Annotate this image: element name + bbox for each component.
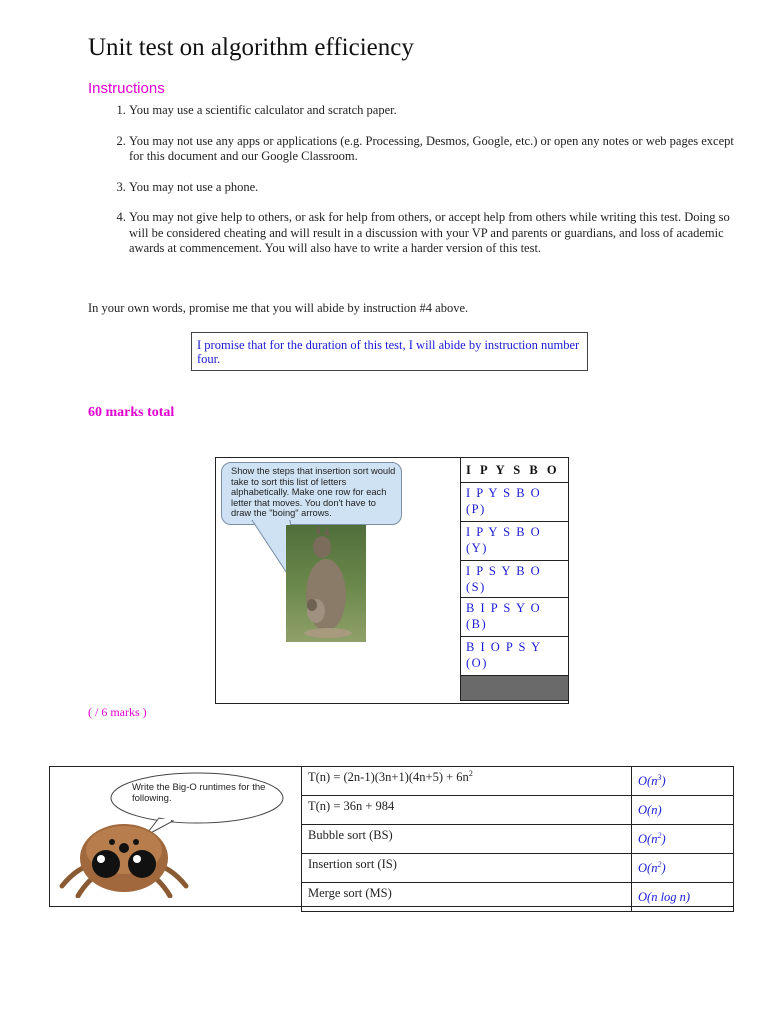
big-o-answer[interactable]: O(n) (632, 796, 734, 825)
instruction-item: 3. You may not use a phone. (129, 180, 749, 196)
insertion-sort-steps-table (460, 457, 569, 701)
instruction-item: 1. You may use a scientific calculator and scratch paper. (129, 103, 749, 119)
promise-answer-box[interactable]: I promise that for the duration of this test, I will abide by instruction number four. (191, 332, 588, 371)
page-title: Unit test on algorithm efficiency (88, 34, 414, 61)
step-row[interactable]: I P Y S B O (Y) (461, 522, 569, 561)
big-o-answer[interactable]: O(n log n) (632, 883, 734, 912)
big-o-table (301, 766, 734, 912)
instruction-item: 4. You may not give help to others, or ask for help from others, or accept help from others while writing this test. Doing so will be considered cheating and will result in a discussion with your VP and parents or guardians, and loss of academic awards at commencement. You will also have to write a harder version of this test. (129, 210, 749, 257)
step-row[interactable]: I P Y S B O (P) (461, 483, 569, 522)
instructions-heading: Instructions (88, 80, 165, 97)
big-o-question: $T(n) = (2n-1)(3n+1)(4n+5) + 6n^2$ (302, 767, 632, 796)
big-o-answer[interactable]: $O(n^2)$ (632, 854, 734, 883)
big-o-question: Merge sort (MS) (302, 883, 632, 912)
step-row[interactable]: B I O P S Y (O) (461, 637, 569, 676)
big-o-question: T(n) = 36n + 984 (302, 796, 632, 825)
steps-header: I P Y S B O (461, 458, 569, 483)
speech-bubble-text: Write the Big-O runtimes for the following. (132, 782, 266, 804)
big-o-answer[interactable]: $O(n^3)$ (632, 767, 734, 796)
speech-bubble: Show the steps that insertion sort would take to sort this list of letters alphabetically. Make one row for each letter that moves. You don't have to draw the "boing" arrows. (221, 462, 402, 525)
kangaroo-photo-icon (286, 525, 366, 642)
step-row[interactable]: I P S Y B O (S) (461, 561, 569, 598)
big-o-answer[interactable]: $O(n^2)$ (632, 825, 734, 854)
step-row[interactable]: B I P S Y O (B) (461, 598, 569, 637)
promise-prompt: In your own words, promise me that you will abide by instruction #4 above. (88, 301, 469, 315)
big-o-question: Bubble sort (BS) (302, 825, 632, 854)
instruction-item: 2. You may not use any apps or applications (e.g. Processing, Desmos, Google, etc.) or open any notes or web pages except for this document and our Google Classroom. (129, 134, 749, 165)
insertion-sort-marks: ( / 6 marks ) (88, 705, 147, 719)
big-o-question: Insertion sort (IS) (302, 854, 632, 883)
spider-picture-icon (56, 820, 192, 898)
instructions-list (88, 103, 749, 272)
step-row-empty (461, 676, 569, 701)
marks-total: 60 marks total (88, 405, 175, 420)
